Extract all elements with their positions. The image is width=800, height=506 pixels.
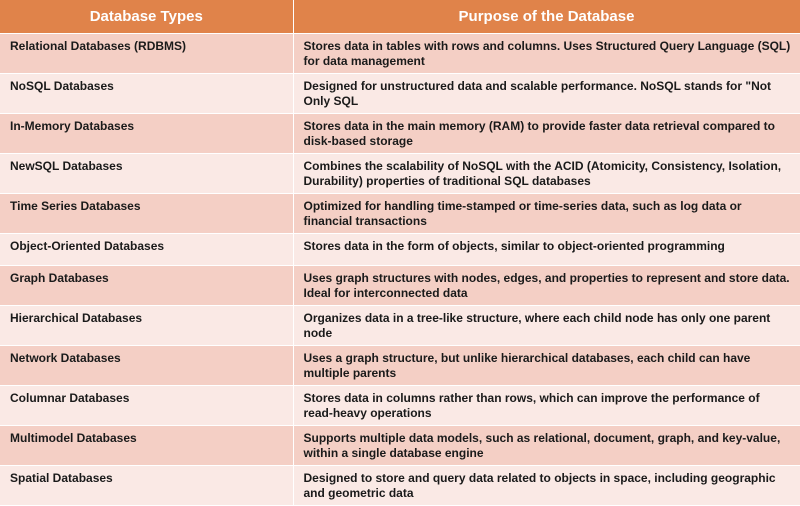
table-row	[0, 466, 800, 506]
table-row	[0, 346, 800, 386]
cell-purpose: Stores data in the main memory (RAM) to provide faster data retrieval compared to disk-based storage	[293, 114, 800, 154]
table-row	[0, 266, 800, 306]
header-row	[0, 0, 800, 34]
table-row	[0, 426, 800, 466]
cell-type: Time Series Databases	[0, 194, 293, 234]
cell-purpose: Organizes data in a tree-like structure, where each child node has only one parent node	[293, 306, 800, 346]
cell-type: Relational Databases (RDBMS)	[0, 34, 293, 74]
table-row	[0, 34, 800, 74]
cell-purpose: Stores data in the form of objects, similar to object-oriented programming	[293, 234, 800, 266]
table-row	[0, 234, 800, 266]
cell-purpose: Uses graph structures with nodes, edges, and properties to represent and store data. Ideal for interconnected data	[293, 266, 800, 306]
cell-purpose: Designed to store and query data related to objects in space, including geographic and geometric data	[293, 466, 800, 506]
cell-purpose: Stores data in tables with rows and columns. Uses Structured Query Language (SQL) for data management	[293, 34, 800, 74]
cell-purpose: Combines the scalability of NoSQL with the ACID (Atomicity, Consistency, Isolation, Durability) properties of traditional SQL databases	[293, 154, 800, 194]
cell-type: Multimodel Databases	[0, 426, 293, 466]
cell-type: NoSQL Databases	[0, 74, 293, 114]
table-row	[0, 154, 800, 194]
cell-purpose: Supports multiple data models, such as relational, document, graph, and key-value, within a single database engine	[293, 426, 800, 466]
table-row	[0, 194, 800, 234]
table-row	[0, 74, 800, 114]
cell-type: Network Databases	[0, 346, 293, 386]
table-row	[0, 114, 800, 154]
header-purpose: Purpose of the Database	[293, 0, 800, 34]
table-row	[0, 306, 800, 346]
cell-purpose: Designed for unstructured data and scalable performance. NoSQL stands for "Not Only SQL	[293, 74, 800, 114]
cell-type: Spatial Databases	[0, 466, 293, 506]
cell-type: Graph Databases	[0, 266, 293, 306]
cell-purpose: Uses a graph structure, but unlike hierarchical databases, each child can have multiple parents	[293, 346, 800, 386]
cell-type: Hierarchical Databases	[0, 306, 293, 346]
cell-type: Columnar Databases	[0, 386, 293, 426]
cell-purpose: Stores data in columns rather than rows, which can improve the performance of read-heavy operations	[293, 386, 800, 426]
cell-purpose: Optimized for handling time-stamped or time-series data, such as log data or financial transactions	[293, 194, 800, 234]
cell-type: NewSQL Databases	[0, 154, 293, 194]
header-database-types: Database Types	[0, 0, 293, 34]
table-row	[0, 386, 800, 426]
cell-type: In-Memory Databases	[0, 114, 293, 154]
cell-type: Object-Oriented Databases	[0, 234, 293, 266]
